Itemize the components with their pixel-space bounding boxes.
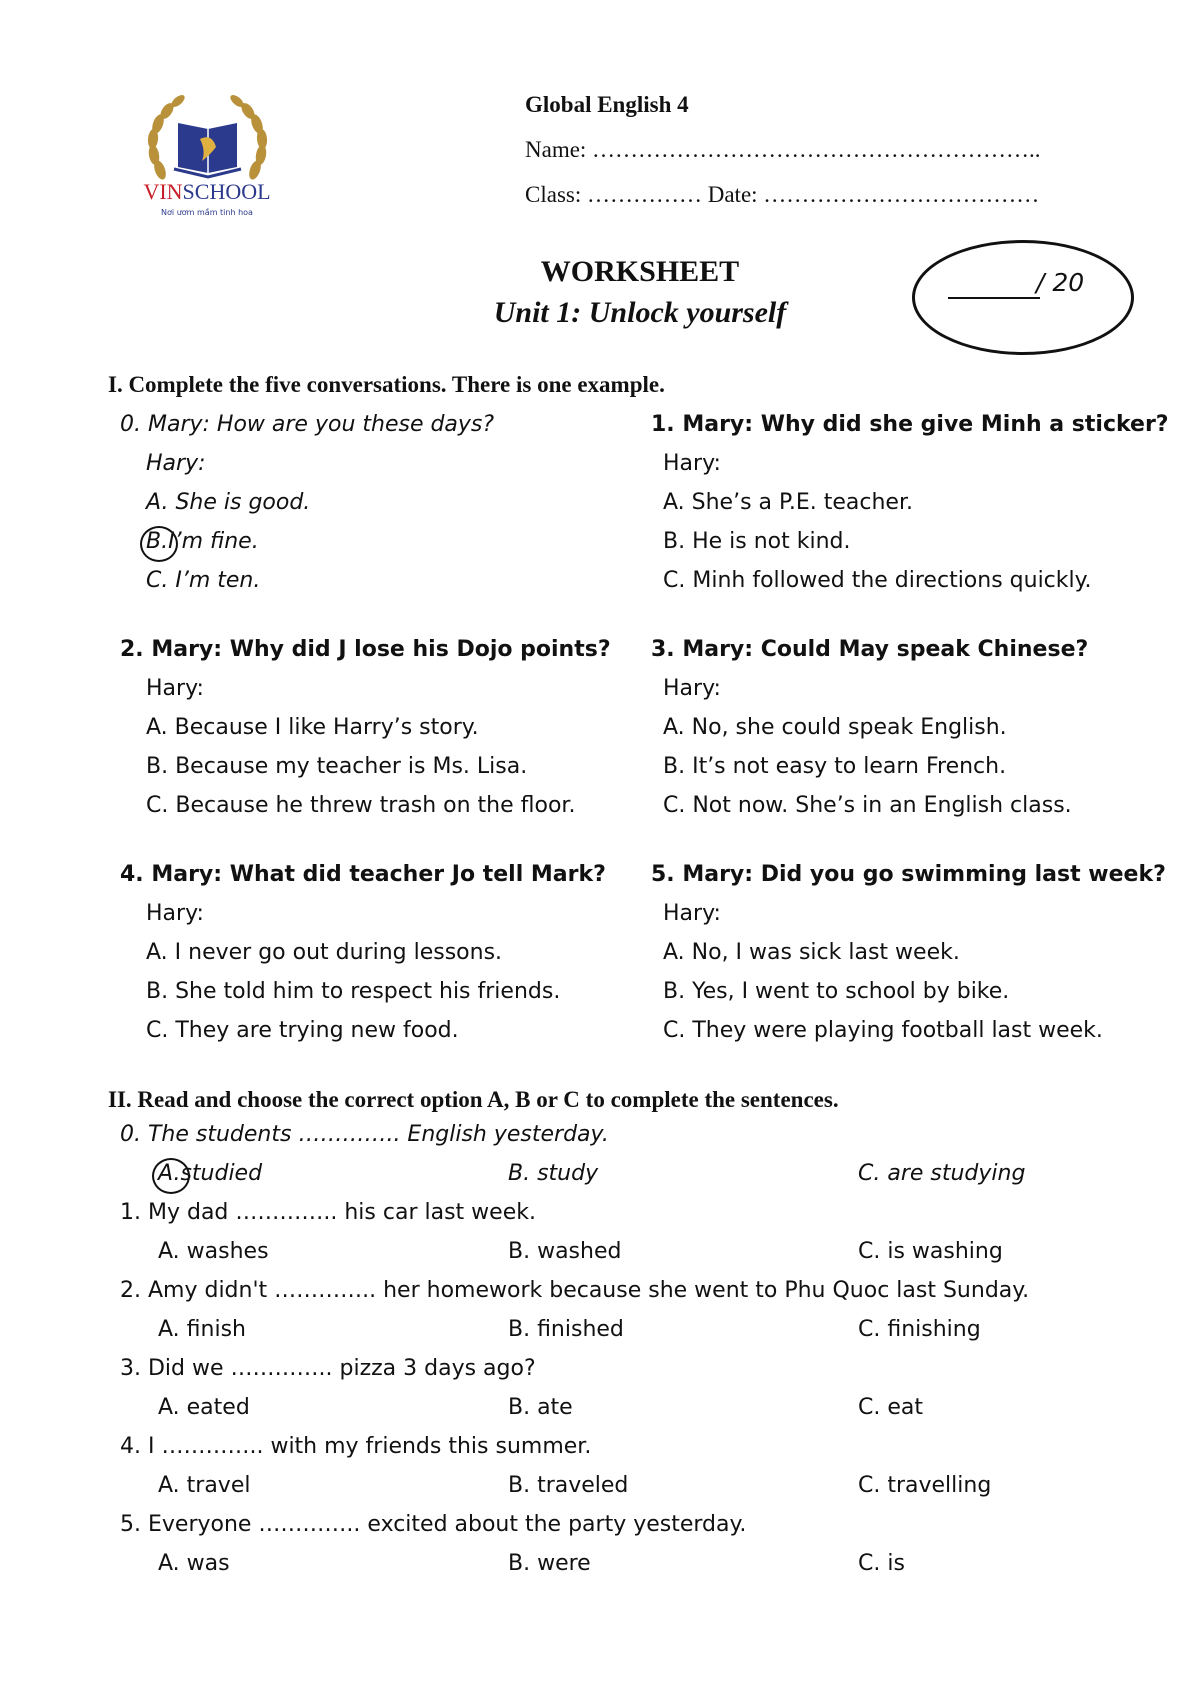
option-c[interactable]: C. Not now. She’s in an English class. — [663, 793, 1072, 818]
question-text: 0. Mary: How are you these days? — [120, 412, 495, 437]
score-total: / 20 — [1036, 268, 1085, 297]
sentence-5 — [120, 1505, 1120, 1544]
question-text: 2. Mary: Why did J lose his Dojo points? — [120, 637, 611, 662]
option-b[interactable]: B. ate — [508, 1395, 573, 1420]
option-a[interactable]: A. No, I was sick last week. — [663, 940, 960, 965]
sentence-2 — [120, 1271, 1120, 1310]
conversation-3 — [651, 630, 1088, 825]
option-b[interactable]: B. It’s not easy to learn French. — [663, 754, 1007, 779]
speaker-label: Hary: — [146, 451, 206, 476]
speaker-label: Hary: — [146, 901, 204, 926]
option-c[interactable]: C. eat — [858, 1395, 923, 1420]
section-2-heading: II. Read and choose the correct option A, B or C to complete the sentences. — [108, 1087, 839, 1112]
speaker-label: Hary: — [663, 451, 721, 476]
speaker-label: Hary: — [663, 901, 721, 926]
option-a[interactable]: A. I never go out during lessons. — [146, 940, 503, 965]
conversation-0 — [120, 405, 494, 600]
options-5 — [120, 1544, 1120, 1583]
name-field[interactable]: Name: ………………………………………………….. — [525, 137, 1041, 162]
conversation-1 — [651, 405, 1169, 600]
option-b-text: I’m fine. — [168, 529, 259, 554]
option-b[interactable]: B. traveled — [508, 1473, 629, 1498]
question-text: 4. Mary: What did teacher Jo tell Mark? — [120, 862, 606, 887]
option-c[interactable]: C. They are trying new food. — [146, 1018, 459, 1043]
conversation-2 — [120, 630, 611, 825]
option-b[interactable]: B. study — [508, 1161, 599, 1186]
option-c[interactable]: C. finishing — [858, 1317, 981, 1342]
option-a[interactable]: A. eated — [158, 1395, 250, 1420]
option-c[interactable]: C. Because he threw trash on the floor. — [146, 793, 576, 818]
option-b[interactable]: B. He is not kind. — [663, 529, 851, 554]
conversation-4 — [120, 855, 606, 1050]
option-c[interactable]: C. travelling — [858, 1473, 992, 1498]
option-a-text: studied — [180, 1161, 263, 1186]
option-a[interactable]: A. finish — [158, 1317, 246, 1342]
options-1 — [120, 1232, 1120, 1271]
options-0 — [120, 1154, 1120, 1193]
sentence-1 — [120, 1193, 1120, 1232]
option-b[interactable]: B. She told him to respect his friends. — [146, 979, 561, 1004]
option-b[interactable]: B. washed — [508, 1239, 622, 1264]
sentence-text: 3. Did we ………….. pizza 3 days ago? — [120, 1356, 536, 1381]
sentence-text: 0. The students ………….. English yesterday. — [120, 1122, 609, 1147]
unit-title: Unit 1: Unlock yourself — [493, 296, 787, 329]
option-c[interactable]: C. is washing — [858, 1239, 1003, 1264]
option-a[interactable]: A. No, she could speak English. — [663, 715, 1007, 740]
option-a[interactable]: A. Because I like Harry’s story. — [146, 715, 479, 740]
sentence-0 — [120, 1115, 1120, 1154]
option-c[interactable]: C. Minh followed the directions quickly. — [663, 568, 1092, 593]
option-b[interactable]: B. finished — [508, 1317, 624, 1342]
option-b[interactable]: B. were — [508, 1551, 591, 1576]
option-a[interactable]: A. washes — [158, 1239, 269, 1264]
options-3 — [120, 1388, 1120, 1427]
speaker-label: Hary: — [146, 676, 204, 701]
sentence-3 — [120, 1349, 1120, 1388]
logo-tagline: Nơi ươm mầm tinh hoa — [161, 208, 253, 217]
sentence-4 — [120, 1427, 1120, 1466]
option-a[interactable]: A. She is good. — [146, 490, 311, 515]
school-logo — [120, 95, 295, 225]
sentence-text: 1. My dad ………….. his car last week. — [120, 1200, 536, 1225]
option-b[interactable]: B. Yes, I went to school by bike. — [663, 979, 1010, 1004]
sentence-text: 2. Amy didn't ………….. her homework because she went to Phu Quoc last Sunday. — [120, 1278, 1030, 1303]
question-text: 5. Mary: Did you go swimming last week? — [651, 862, 1166, 887]
question-text: 1. Mary: Why did she give Minh a sticker? — [651, 412, 1169, 437]
sentence-text: 5. Everyone ………….. excited about the party yesterday. — [120, 1512, 747, 1537]
speaker-label: Hary: — [663, 676, 721, 701]
option-a[interactable]: A. travel — [158, 1473, 251, 1498]
option-b[interactable]: B. Because my teacher is Ms. Lisa. — [146, 754, 528, 779]
option-a[interactable]: A. was — [158, 1551, 230, 1576]
class-date-field[interactable]: Class: …………… Date: ……………………………… — [525, 182, 1040, 207]
laurel-book-icon — [120, 95, 295, 225]
option-c[interactable]: C. They were playing football last week. — [663, 1018, 1103, 1043]
worksheet-title: WORKSHEET — [540, 255, 740, 288]
answer-circle: A. — [158, 1154, 180, 1193]
section-1-heading: I. Complete the five conversations. There is one example. — [108, 372, 665, 397]
options-2 — [120, 1310, 1120, 1349]
option-c[interactable]: C. I’m ten. — [146, 568, 261, 593]
option-c[interactable]: C. are studying — [858, 1161, 1026, 1186]
option-a[interactable] — [158, 1154, 262, 1193]
logo-wordmark: VINSCHOOL — [143, 179, 271, 204]
course-title: Global English 4 — [525, 92, 689, 117]
option-b[interactable] — [120, 522, 494, 561]
sentence-text: 4. I ………….. with my friends this summer. — [120, 1434, 592, 1459]
option-c[interactable]: C. is — [858, 1551, 905, 1576]
answer-circle: B. — [146, 522, 168, 561]
option-a[interactable]: A. She’s a P.E. teacher. — [663, 490, 913, 515]
score-blank[interactable] — [948, 265, 1040, 299]
conversation-5 — [651, 855, 1166, 1050]
question-text: 3. Mary: Could May speak Chinese? — [651, 637, 1089, 662]
student-info-header — [525, 92, 1041, 227]
options-4 — [120, 1466, 1120, 1505]
